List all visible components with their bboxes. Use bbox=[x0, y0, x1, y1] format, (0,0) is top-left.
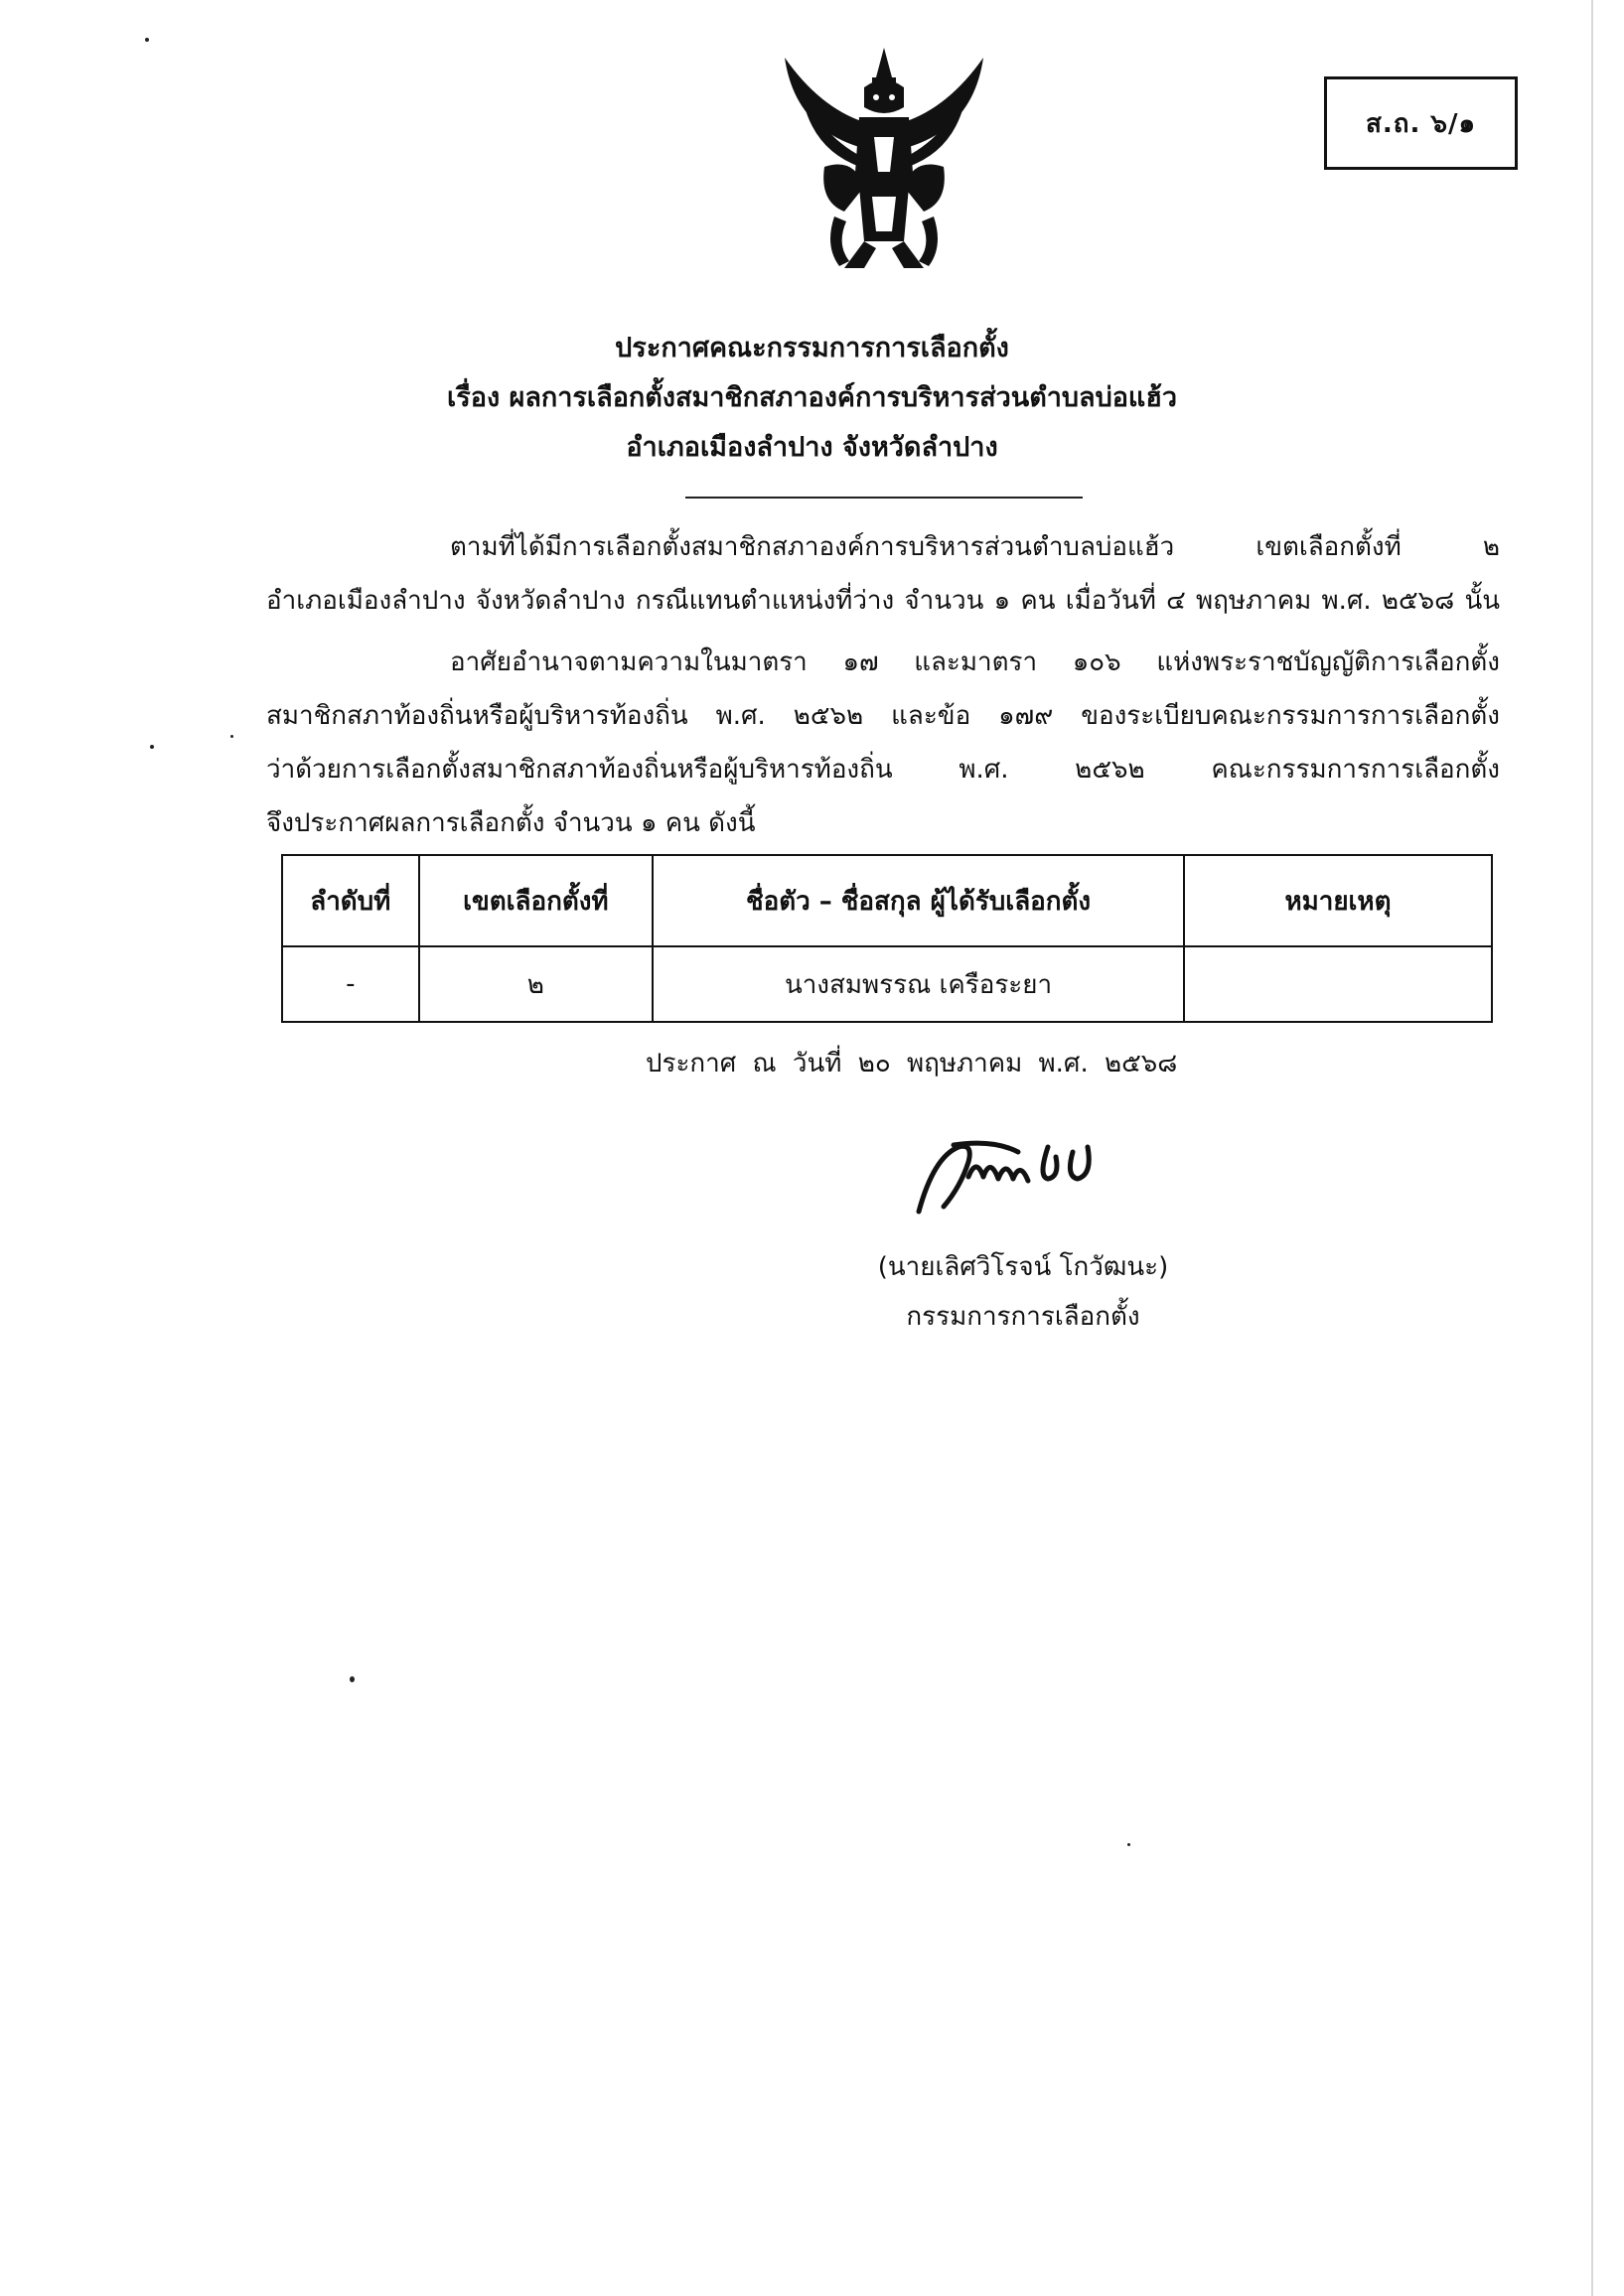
paragraph-background bbox=[266, 520, 1500, 628]
column-header-district: เขตเลือกตั้งที่ bbox=[419, 855, 654, 946]
paragraph-line: ตามที่ได้มีการเลือกตั้งสมาชิกสภาองค์การบริหารส่วนตำบลบ่อแฮ้ว เขตเลือกตั้งที่ ๒ bbox=[450, 532, 1500, 562]
form-code: ส.ถ. ๖/๑ bbox=[1366, 108, 1476, 139]
paragraph-line: อำเภอเมืองลำปาง จังหวัดลำปาง กรณีแทนตำแหน่งที่ว่าง จำนวน ๑ คน เมื่อวันที่ ๔ พฤษภาคม พ.ศ. ๒๕๖๘ นั้น bbox=[266, 586, 1500, 616]
scan-speck bbox=[350, 1676, 355, 1682]
announcement-location: อำเภอเมืองลำปาง จังหวัดลำปาง bbox=[626, 432, 998, 463]
paragraph-line: ว่าด้วยการเลือกตั้งสมาชิกสภาท้องถิ่นหรือผู้บริหารท้องถิ่น พ.ศ. ๒๕๖๒ คณะกรรมการการเลือกตั้ง bbox=[266, 755, 1500, 785]
scan-speck bbox=[230, 735, 233, 738]
table-row bbox=[282, 946, 1492, 1022]
results-table bbox=[281, 854, 1493, 1023]
title-divider bbox=[685, 497, 1083, 499]
announcement-title: ประกาศคณะกรรมการการเลือกตั้ง bbox=[615, 333, 1009, 363]
column-header-remark: หมายเหตุ bbox=[1184, 855, 1492, 946]
scan-speck bbox=[145, 38, 149, 42]
column-header-name: ชื่อตัว – ชื่อสกุล ผู้ได้รับเลือกตั้ง bbox=[653, 855, 1184, 946]
cell-remark bbox=[1184, 946, 1492, 1022]
paragraph-line: สมาชิกสภาท้องถิ่นหรือผู้บริหารท้องถิ่น พ.ศ. ๒๕๖๒ และข้อ ๑๗๙ ของระเบียบคณะกรรมการการเลือกตั้ง bbox=[266, 701, 1500, 731]
handwritten-signature bbox=[899, 1117, 1127, 1226]
cell-name: นางสมพรรณ เครือระยา bbox=[653, 946, 1184, 1022]
announcement-subject: เรื่อง ผลการเลือกตั้งสมาชิกสภาองค์การบริหารส่วนตำบลบ่อแฮ้ว bbox=[447, 382, 1177, 413]
column-header-order: ลำดับที่ bbox=[282, 855, 419, 946]
scan-speck bbox=[150, 745, 154, 749]
garuda-emblem-icon bbox=[765, 38, 1003, 286]
table-header-row bbox=[282, 855, 1492, 946]
paragraph-line: อาศัยอำนาจตามความในมาตรา ๑๗ และมาตรา ๑๐๖ แห่งพระราชบัญญัติการเลือกตั้ง bbox=[450, 647, 1500, 677]
cell-order: - bbox=[282, 946, 419, 1022]
signer-title: กรรมการการเลือกตั้ง bbox=[906, 1302, 1140, 1332]
paragraph-line: จึงประกาศผลการเลือกตั้ง จำนวน ๑ คน ดังนี้ bbox=[266, 808, 756, 838]
announcement-date: ประกาศ ณ วันที่ ๒๐ พฤษภาคม พ.ศ. ๒๕๖๘ bbox=[646, 1049, 1178, 1078]
scan-speck bbox=[1127, 1843, 1130, 1846]
signer-name: (นายเลิศวิโรจน์ โกวัฒนะ) bbox=[877, 1252, 1169, 1282]
cell-district: ๒ bbox=[419, 946, 654, 1022]
paragraph-authority bbox=[266, 636, 1500, 850]
form-code-box bbox=[1324, 76, 1518, 170]
